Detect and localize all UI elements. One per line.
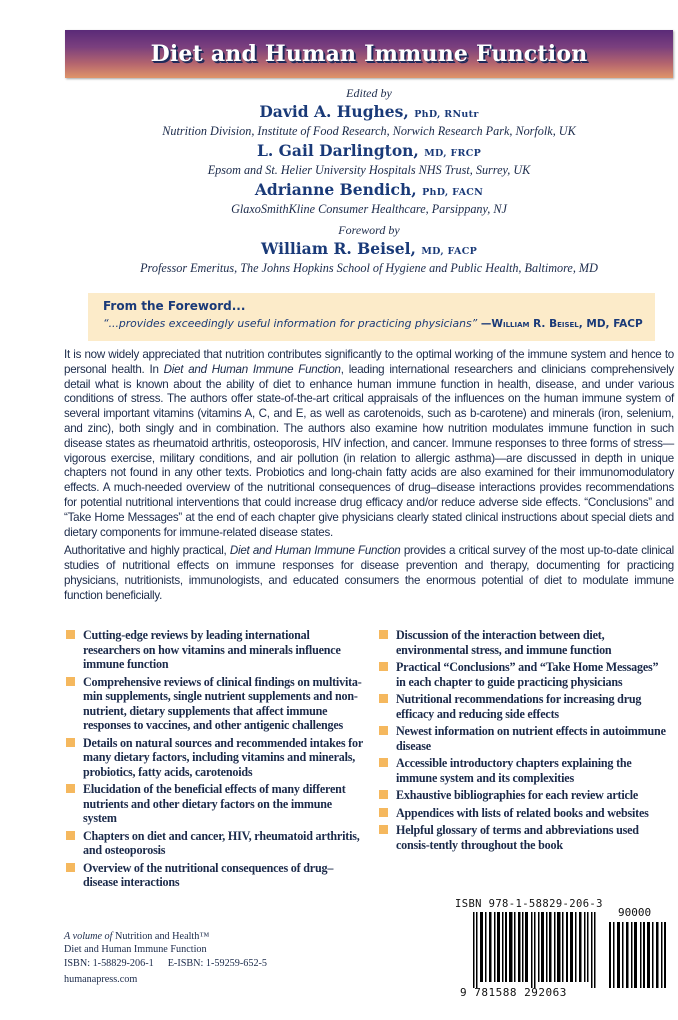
description-paragraph: Authoritative and highly practical, Diet and Human Immune Function provides a critical survey of the most up-to-date clinical studies of nutritional effects on immune responses for disease prevention and therapy, documenting for practicing physicians, nutritionists, immunologists, and educated consumers the enormous potential of diet to modulate immune function beneficially.: [64, 544, 675, 602]
description: [64, 348, 674, 608]
description-paragraph: It is now widely appreciated that nutrition contributes significantly to the optimal working of the immune system and hence to personal health. In Diet and Human Immune Function, leading international researchers and clinicians comprehensively detail what is known about the ability of diet to enhance human immune function in health, disease, and under various conditions of stress. The authors offer state-of-the-art critical appraisals of the influences on the human immune system of several important vitamins (vitamins A, C, and E, as well as carotenoids, such as b-carotene) and minerals (iron, selenium, and zinc), both singly and in combination. The authors also examine how nutrition modulates immune function in such disease states as rheumatoid arthritis, osteoporosis, HIV infection, and cancer. Immune responses to three forms of stress—vigorous exercise, military conditions, and air pollution (in relation to allergic asthma)—are discussed in depth in unique chapters not found in any other texts. Probiotics and long-chain fatty acids are also examined for their immunomodulatory effects. A much-needed overview of the nutritional consequences of drug–disease interactions provides recommendations for potential nutritional interventions that could increase drug efficacy and/or reduce adverse side effects. “Conclusions” and “Take Home Messages” at the end of each chapter give physicians clearly stated clinical instructions about special diets and dietary components for immune-related disease states.: [64, 348, 674, 539]
book-title: Diet and Human Immune Function: [150, 41, 588, 67]
foreword-by-label: Foreword by: [338, 223, 400, 237]
isbn: ISBN: 1-58829-206-1: [64, 957, 154, 969]
square-bullet-icon: [379, 662, 388, 671]
square-bullet-icon: [66, 630, 75, 639]
square-bullet-icon: [379, 726, 388, 735]
feature-item: Details on natural sources and recommended intakes for many dietary factors, including vitamins and minerals, probiotics, fatty acids, carotenoids: [64, 736, 363, 780]
editor-affiliation: Epsom and St. Helier University Hospitals NHS Trust, Surrey, UK: [207, 163, 531, 177]
feature-item: Elucidation of the beneficial effects of many different nutrients and other dietary factors on the immune system: [64, 782, 363, 826]
square-bullet-icon: [66, 738, 75, 747]
series-line: A volume of Nutrition and Health™: [64, 931, 210, 942]
editor-name: David A. Hughes, PhD, RNutr: [259, 102, 479, 121]
quote-text: “...provides exceedingly useful information for practicing physicians”: [103, 317, 478, 330]
feature-item: Overview of the nutritional consequences of drug–disease interactions: [64, 861, 363, 890]
feature-column-right: [369, 628, 674, 893]
imprint-block: [64, 930, 267, 987]
isbn-barcode: [455, 898, 670, 1006]
square-bullet-icon: [379, 808, 388, 817]
feature-item: Appendices with lists of related books and websites: [377, 806, 668, 821]
barcode-bars-icon: [473, 912, 596, 988]
book-title-inline: Diet and Human Immune Function: [163, 362, 341, 376]
square-bullet-icon: [66, 863, 75, 872]
square-bullet-icon: [379, 630, 388, 639]
eisbn: E-ISBN: 1-59259-652-5: [167, 957, 268, 969]
feature-item: Chapters on diet and cancer, HIV, rheumatoid arthritis, and osteoporosis: [64, 829, 363, 858]
feature-item: Helpful glossary of terms and abbreviations used consis-tently throughout the book: [377, 823, 668, 852]
feature-item: Newest information on nutrient effects in autoimmune disease: [377, 724, 668, 753]
feature-item: Discussion of the interaction between diet, environmental stress, and immune function: [377, 628, 668, 657]
feature-item: Practical “Conclusions” and “Take Home Messages” in each chapter to guide practicing physicians: [377, 660, 668, 689]
square-bullet-icon: [379, 790, 388, 799]
editor-affiliation: Nutrition Division, Institute of Food Research, Norwich Research Park, Norfolk, UK: [162, 124, 576, 138]
editor-affiliation: GlaxoSmithKline Consumer Healthcare, Parsippany, NJ: [231, 202, 507, 216]
editor-name: Adrianne Bendich, PhD, FACN: [254, 180, 484, 199]
square-bullet-icon: [66, 831, 75, 840]
title-banner: [65, 30, 673, 78]
quote-title: From the Foreword...: [103, 299, 246, 313]
barcode-ean-digits: 9 781588 292063: [460, 986, 567, 999]
barcode-isbn-label: ISBN 978-1-58829-206-3: [455, 898, 603, 910]
feature-item: Accessible introductory chapters explaining the immune system and its complexities: [377, 756, 668, 785]
imprint-book-title: Diet and Human Immune Function: [64, 944, 207, 956]
feature-column-left: [64, 628, 369, 893]
square-bullet-icon: [379, 825, 388, 834]
editor-credentials: MD, FRCP: [424, 148, 482, 159]
foreword-author-affiliation: Professor Emeritus, The Johns Hopkins School of Hygiene and Public Health, Baltimore, MD: [140, 261, 598, 275]
isbn-line: [64, 957, 267, 970]
editor-credentials: PhD, FACN: [422, 187, 484, 198]
foreword-author-name: William R. Beisel, MD, FACP: [260, 239, 478, 258]
foreword-author-credentials: MD, FACP: [421, 246, 478, 257]
square-bullet-icon: [379, 694, 388, 703]
foreword-quote-box: [88, 293, 655, 341]
feature-list: [64, 628, 678, 893]
credits-block: [60, 84, 678, 276]
barcode-price-code: 90000: [618, 906, 652, 919]
edited-by-label: Edited by: [346, 86, 392, 100]
feature-item: Exhaustive bibliographies for each review article: [377, 788, 668, 803]
quote-attribution: —William R. Beisel, MD, FACP: [477, 318, 643, 330]
editor-credentials: PhD, RNutr: [414, 109, 479, 120]
square-bullet-icon: [66, 677, 75, 686]
feature-item: Cutting-edge reviews by leading international researchers on how vitamins and minerals influence immune function: [64, 628, 363, 672]
publisher-website: humanapress.com: [64, 974, 138, 986]
book-title-inline: Diet and Human Immune Function: [229, 544, 401, 558]
feature-item: Nutritional recommendations for increasing drug efficacy and reducing side effects: [377, 692, 668, 721]
square-bullet-icon: [66, 784, 75, 793]
quote-line: [103, 315, 643, 333]
square-bullet-icon: [379, 758, 388, 767]
editor-name: L. Gail Darlington, MD, FRCP: [256, 141, 482, 160]
feature-item: Comprehensive reviews of clinical findings on multivita-min supplements, single nutrient supplements and non-nutrient, dietary supplements that affect immune responses to vaccines, and other antigenic challenges: [64, 675, 363, 733]
barcode-addon-bars-icon: [609, 922, 666, 988]
